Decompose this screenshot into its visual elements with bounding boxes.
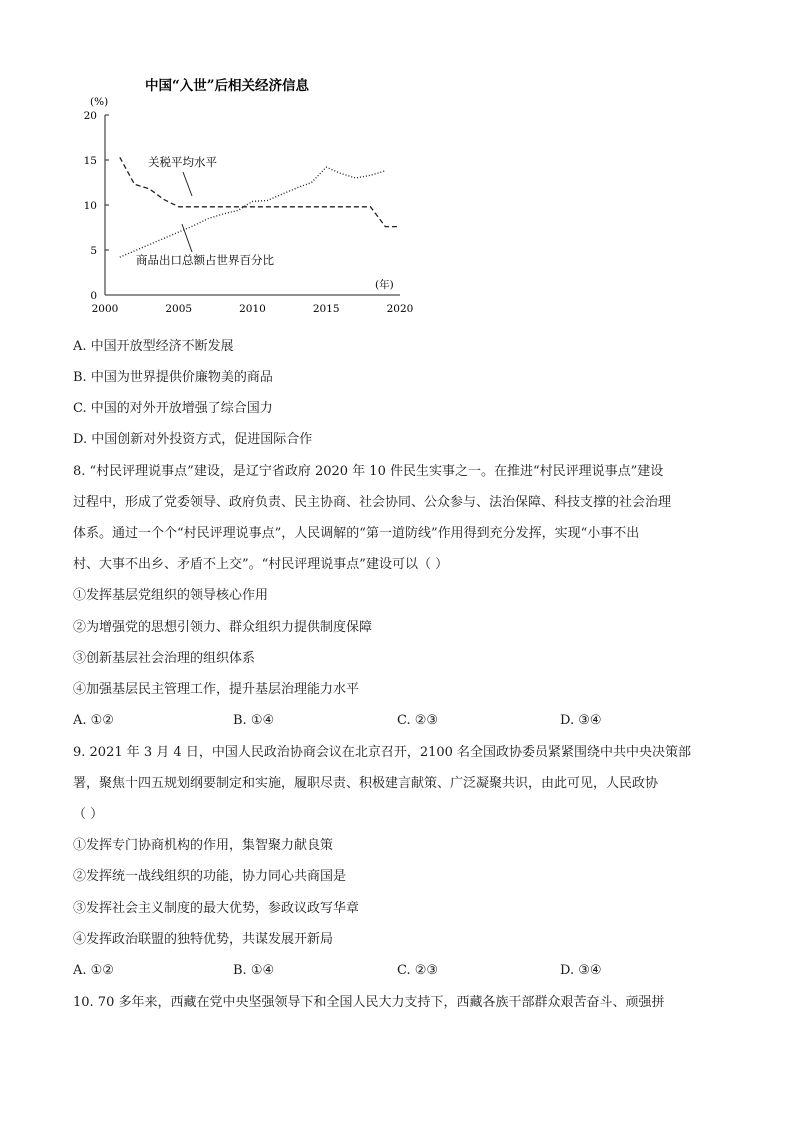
q9-choice-b: B. ①④	[233, 963, 275, 978]
q8-item-4: ④加强基层民主管理工作，提升基层治理能力水平	[73, 682, 360, 697]
x-tick-label: 2015	[312, 303, 340, 315]
q9-item-3: ③发挥社会主义制度的最大优势，参政议政写华章	[73, 901, 360, 916]
q7-option-b: B. 中国为世界提供价廉物美的商品	[73, 370, 273, 385]
q8-stem-line-4: 村、大事不出乡、矛盾不上交”。“村民评理说事点”建设可以（ ）	[73, 557, 449, 572]
q9-stem-line-1: 9. 2021 年 3 月 4 日，中国人民政治协商会议在北京召开，2100 名全国政协委员紧紧围绕中共中央决策部	[73, 745, 692, 760]
q8-item-3: ③创新基层社会治理的组织体系	[73, 651, 256, 666]
q9-item-1: ①发挥专门协商机构的作用，集智聚力献良策	[73, 838, 334, 853]
tariff-annotation-leader	[183, 172, 192, 196]
q9-stem-line-3: （ ）	[73, 807, 104, 822]
q7-option-a: A. 中国开放型经济不断发展	[73, 339, 234, 354]
export-share-line	[120, 167, 386, 257]
chart-title: 中国“入世”后相关经济信息	[145, 78, 310, 94]
x-tick-label: 2005	[165, 303, 193, 315]
tariff-annotation: 关税平均水平	[148, 155, 217, 169]
q8-choice-d: D. ③④	[560, 713, 602, 728]
q7-option-c: C. 中国的对外开放增强了综合国力	[73, 401, 273, 416]
y-tick-label: 5	[90, 245, 97, 257]
q8-item-1: ①发挥基层党组织的领导核心作用	[73, 588, 269, 603]
y-axis-unit-label: (%)	[90, 96, 109, 108]
y-tick-label: 20	[83, 110, 97, 122]
q7-option-d: D. 中国创新对外投资方式，促进国际合作	[73, 432, 313, 447]
y-tick-label: 0	[90, 290, 97, 302]
q8-choice-c: C. ②③	[397, 713, 439, 728]
q9-choice-a: A. ①②	[73, 963, 114, 978]
export-annotation: 商品出口总额占世界百分比	[136, 253, 274, 267]
q9-item-2: ②发挥统一战线组织的功能，协力同心共商国是	[73, 869, 347, 884]
q9-choice-c: C. ②③	[397, 963, 439, 978]
y-tick-label: 15	[83, 155, 97, 167]
q9-choice-d: D. ③④	[560, 963, 602, 978]
q8-choice-b: B. ①④	[233, 713, 275, 728]
q10-stem-line-1: 10. 70 多年来，西藏在党中央坚强领导下和全国人民大力支持下，西藏各族干部群众艰苦奋斗、顽强拼	[73, 995, 665, 1010]
q9-item-4: ④发挥政治联盟的独特优势，共谋发展开新局	[73, 932, 334, 947]
q8-item-2: ②为增强党的思想引领力、群众组织力提供制度保障	[73, 620, 373, 635]
y-tick-label: 10	[83, 200, 97, 212]
x-axis-unit-label: (年)	[375, 279, 394, 291]
q8-stem-line-2: 过程中，形成了党委领导、政府负责、民主协商、社会协同、公众参与、法治保障、科技支撑的社会治理	[73, 495, 672, 510]
economic-info-line-chart	[70, 72, 415, 322]
q9-choices	[73, 963, 773, 979]
q8-choices	[73, 713, 773, 729]
chart-container	[70, 72, 415, 322]
x-tick-label: 2000	[91, 303, 119, 315]
q8-choice-a: A. ①②	[73, 713, 114, 728]
x-ticks	[92, 303, 414, 315]
q8-stem-line-3: 体系。通过一个个“村民评理说事点”，人民调解的“第一道防线”作用得到充分发挥，实现“小事不出	[73, 526, 640, 541]
q9-stem-line-2: 署，聚焦十四五规划纲要制定和实施，履职尽责、积极建言献策、广泛凝聚共识，由此可见，人民政协	[73, 776, 659, 791]
q8-stem-line-1: 8. “村民评理说事点”建设，是辽宁省政府 2020 年 10 件民生实事之一。在推进“村民评理说事点”建设	[73, 464, 664, 479]
export-annotation-leader	[182, 224, 192, 252]
x-tick-label: 2010	[239, 303, 266, 315]
x-tick-label: 2020	[386, 303, 414, 315]
